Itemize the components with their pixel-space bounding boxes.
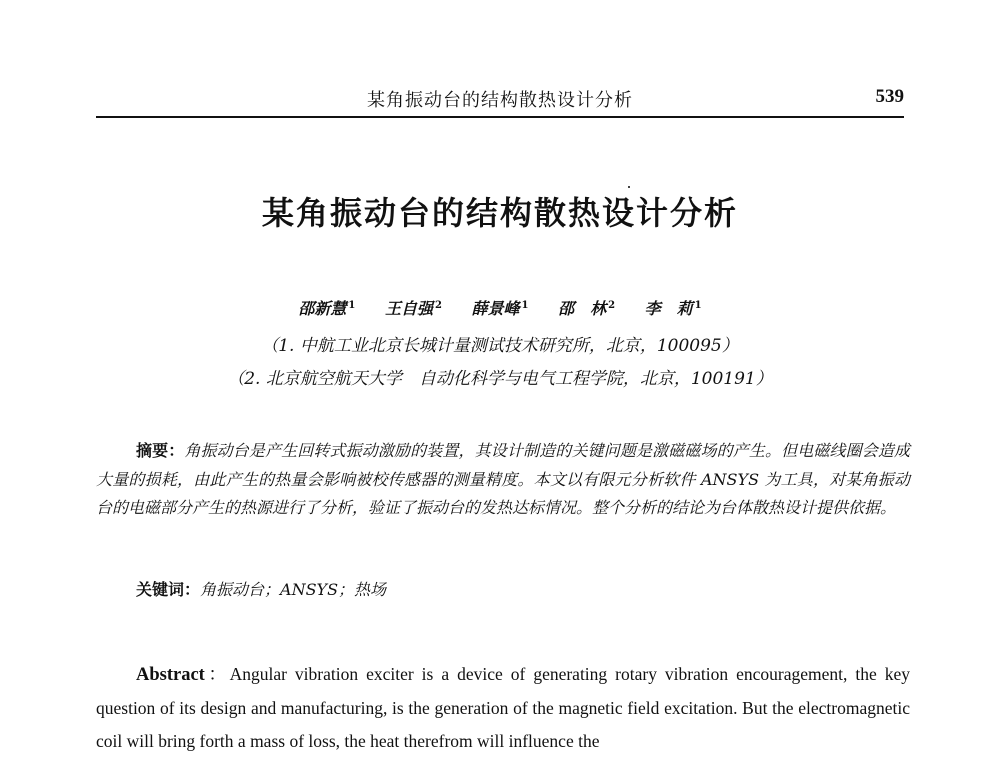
header-rule — [96, 116, 904, 118]
chinese-abstract — [96, 437, 910, 523]
author: 李 莉 $^1$ — [644, 299, 702, 318]
author-list — [100, 296, 900, 319]
page-number: 539 — [875, 86, 904, 107]
chinese-keywords — [136, 577, 386, 600]
affiliation-1: （1. 中航工业北京长城计量测试技术研究所，北京，100095） — [261, 336, 739, 356]
affiliation-2: （2. 北京航空航天大学 自动化科学与电气工程学院，北京，100191） — [227, 369, 773, 389]
author: 薛景峰 $^1$ — [471, 299, 529, 318]
chinese-abstract-text: 角振动台是产生回转式振动激励的装置，其设计制造的关键问题是激磁磁场的产生。但电磁线圈会造成大量的损耗，由此产生的热量会影响被校传感器的测量精度。本文以有限元分析软件 ANSYS 为工具，对某角振动台的电磁部分产生的热源进行了分析，验证了振动台的发热达标情况。整个分析的结论为台体散热设计提供依据。 — [96, 441, 910, 517]
paper-title: 某角振动台的结构散热设计分析 — [261, 194, 738, 232]
english-abstract-separator: ： — [204, 664, 230, 684]
english-abstract — [96, 658, 910, 758]
author: 王自强 $^2$ — [384, 299, 442, 318]
author: 邵 林 $^2$ — [558, 299, 616, 318]
chinese-abstract-label: 摘要： — [136, 441, 185, 460]
author: 邵新慧 $^1$ — [298, 299, 356, 318]
english-abstract-label: Abstract — [136, 665, 205, 685]
chinese-keywords-text: 角振动台；ANSYS；热场 — [200, 580, 387, 599]
english-abstract-text: Angular vibration exciter is a device of generating rotary vibration encouragement, the key question of its design and manufacturing, is the generation of the magnetic field excitation. But the electromagnetic coil will bring forth a mass of loss, the heat therefrom will influence the — [96, 664, 910, 751]
running-head-title: 某角振动台的结构散热设计分析 — [367, 90, 633, 111]
chinese-keywords-label: 关键词： — [136, 580, 201, 599]
